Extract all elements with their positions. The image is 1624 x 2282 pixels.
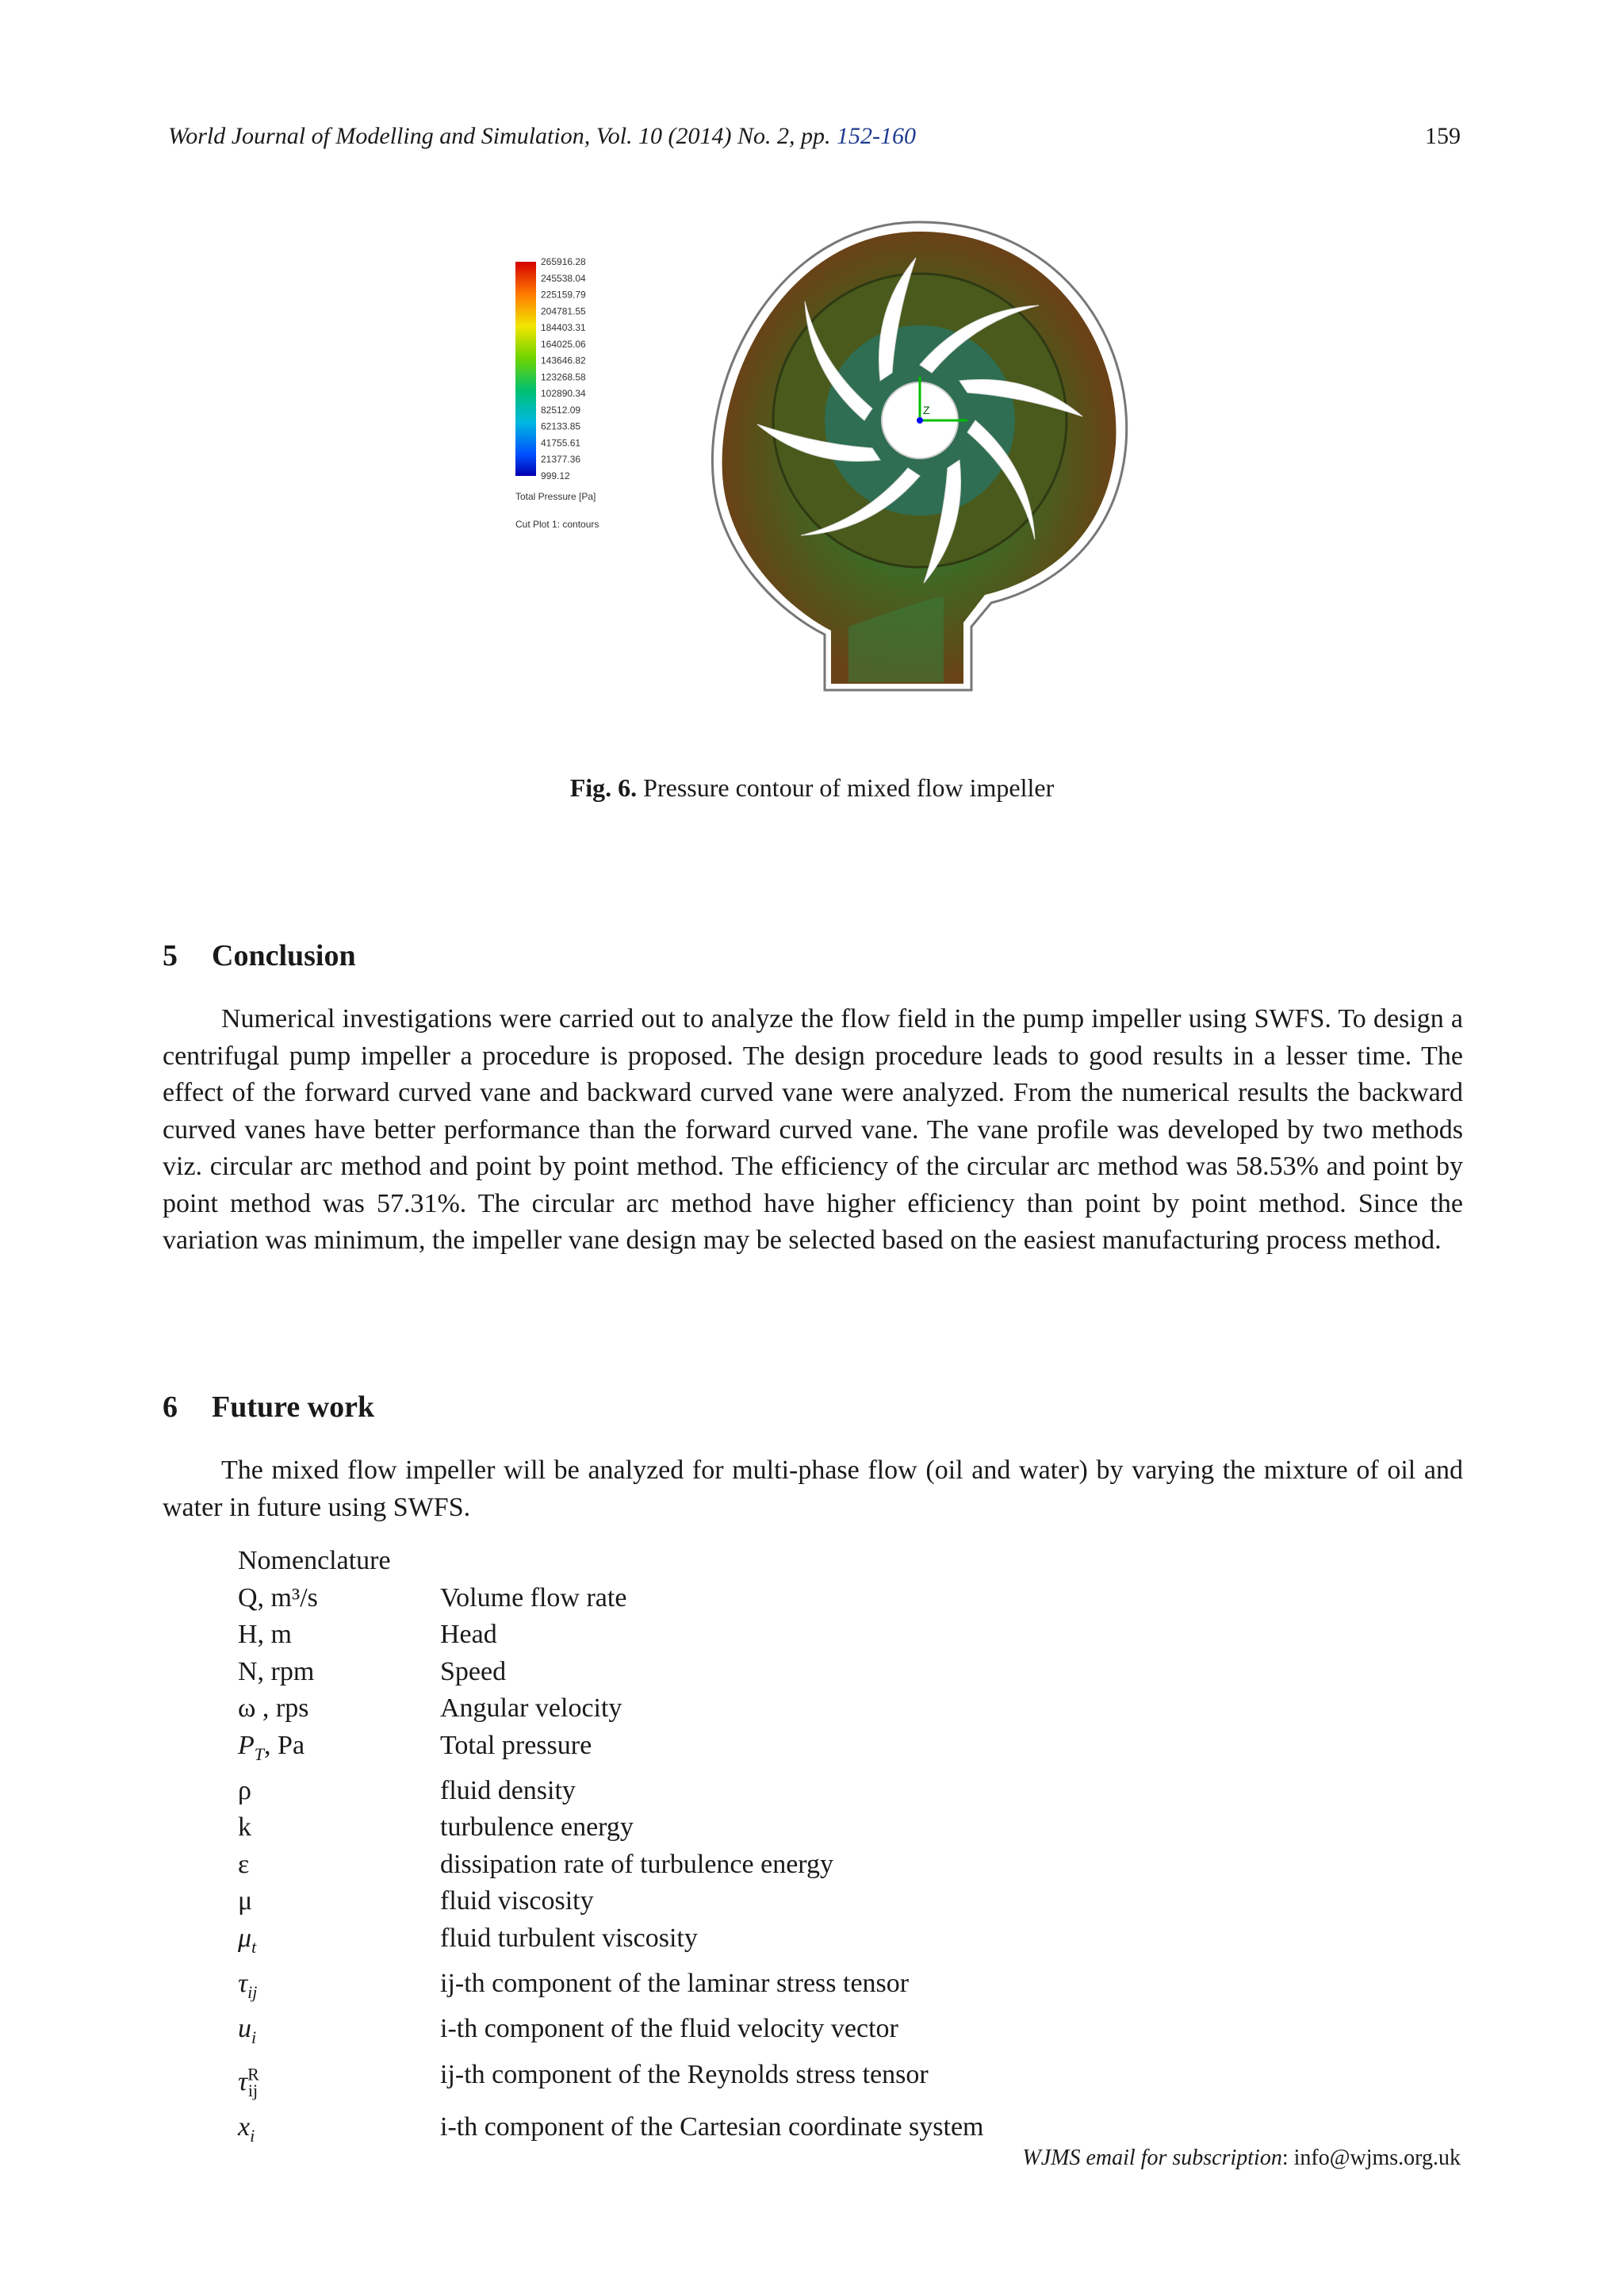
nomenclature-symbol: $\mu_t$ [238, 1923, 257, 1957]
nomenclature-rows [238, 1580, 983, 2155]
footer: WJMS email for subscription: info@wjms.org.uk [1022, 2146, 1461, 2170]
nomenclature-symbol: ε [238, 1849, 250, 1879]
nomenclature-description: Total pressure [440, 1730, 592, 1760]
nomenclature-row [238, 1580, 983, 1617]
page-number: 159 [1425, 123, 1461, 149]
section-number: 5 [163, 939, 178, 972]
page-range-link[interactable]: 152-160 [837, 123, 917, 149]
legend-value-label: 225159.79 [541, 289, 586, 301]
legend-value-label: 184403.31 [541, 322, 586, 334]
figure-caption-label: Fig. 6. [569, 773, 638, 802]
nomenclature-symbol: ρ [238, 1775, 251, 1805]
nomenclature-description: ij-th component of the Reynolds stress tensor [440, 2059, 929, 2089]
legend-value-label: 999.12 [541, 470, 570, 481]
nomenclature-symbol: μ [238, 1886, 253, 1916]
legend-value-label: 41755.61 [541, 437, 581, 449]
nomenclature-row [238, 1883, 983, 1920]
section-title: Future work [212, 1390, 375, 1424]
running-head [168, 123, 1461, 150]
section-heading-conclusion [163, 938, 356, 973]
nomenclature-row [238, 1728, 983, 1773]
cut-plot-label: Cut Plot 1: contours [515, 519, 599, 530]
nomenclature-symbol: $u_i$ [238, 2014, 257, 2048]
nomenclature-description: Volume flow rate [440, 1582, 627, 1613]
nomenclature-row [238, 1654, 983, 1691]
nomenclature-row [238, 2109, 983, 2154]
legend-value-label: 123268.58 [541, 371, 586, 383]
footer-email[interactable]: info@wjms.org.uk [1293, 2146, 1461, 2170]
nomenclature-row [238, 2057, 983, 2110]
legend-value-label: 82512.09 [541, 404, 581, 416]
nomenclature-row [238, 1809, 983, 1847]
nomenclature-description: ij-th component of the laminar stress tensor [440, 1969, 910, 1999]
legend-value-label: 265916.28 [541, 256, 586, 267]
axis-z-label: Z [923, 404, 930, 416]
pressure-contour-plot [500, 206, 1150, 722]
figure-caption-text: Pressure contour of mixed flow impeller [643, 773, 1055, 802]
nomenclature-table [238, 1543, 983, 2155]
nomenclature-row [238, 1617, 983, 1654]
nomenclature-description: fluid viscosity [440, 1886, 594, 1916]
nomenclature-symbol: $P_T$, Pa [238, 1730, 305, 1764]
legend-color-bar [515, 262, 536, 476]
nomenclature-description: dissipation rate of turbulence energy [440, 1849, 833, 1879]
nomenclature-row [238, 1920, 983, 1966]
nomenclature-title: Nomenclature [238, 1546, 391, 1575]
legend-value-label: 21377.36 [541, 454, 581, 466]
section-number: 6 [163, 1390, 178, 1424]
legend-value-label: 245538.04 [541, 272, 586, 284]
nomenclature-symbol: N, rpm [238, 1656, 315, 1686]
legend-value-label: 164025.06 [541, 338, 586, 350]
nomenclature-description: fluid turbulent viscosity [440, 1923, 698, 1953]
nomenclature-symbol: H, m [238, 1620, 292, 1649]
nomenclature-symbol: $\tau^R_{ij}$ [238, 2064, 259, 2100]
figure-caption [0, 773, 1624, 803]
journal-citation: World Journal of Modelling and Simulation, Vol. 10 (2014) No. 2, pp. 152-160 [168, 123, 917, 149]
nomenclature-description: Speed [440, 1656, 507, 1686]
pressure-contour-figure [500, 206, 1150, 722]
nomenclature-description: Angular velocity [440, 1693, 622, 1723]
nomenclature-row [238, 1847, 983, 1884]
legend-value-label: 204781.55 [541, 305, 586, 317]
nomenclature-row [238, 2011, 983, 2056]
legend-value-label: 143646.82 [541, 355, 586, 366]
nomenclature-symbol: Q, m³/s [238, 1582, 318, 1613]
nomenclature-description: i-th component of the Cartesian coordinate system [440, 2112, 984, 2142]
legend-value-label: 62133.85 [541, 420, 581, 432]
nomenclature-row [238, 1966, 983, 2011]
nomenclature-description: turbulence energy [440, 1812, 634, 1843]
nomenclature-symbol: ω , rps [238, 1693, 309, 1723]
nomenclature-row [238, 1690, 983, 1728]
section-title: Conclusion [212, 939, 356, 972]
nomenclature-symbol: $x_i$ [238, 2112, 255, 2146]
nomenclature-description: fluid density [440, 1775, 576, 1805]
nomenclature-symbol: $\tau_{ij}$ [238, 1969, 258, 2002]
nomenclature-description: i-th component of the fluid velocity vector [440, 2014, 898, 2044]
future-work-paragraph: The mixed flow impeller will be analyzed for multi-phase flow (oil and water) by varying the mixture of oil and water in future using SWFS. [163, 1455, 1463, 1522]
legend-value-label: 102890.34 [541, 388, 586, 400]
nomenclature-row [238, 1773, 983, 1810]
conclusion-paragraph: Numerical investigations were carried out to analyze the flow field in the pump impeller using SWFS. To design a centrifugal pump impeller a procedure is proposed. The design procedure leads to good results in a lesser time. The effect of the forward curved vane and backward curved vane were analyzed. From the numerical results the backward curved vanes have better performance than the forward curved vane. The vane profile was developed by two methods viz. circular arc method and point by point method. The efficiency of the circular arc method was 58.53% and point by point method was 57.31%. The circular arc method have higher efficiency than point by point method. Since the variation was minimum, the impeller vane design may be selected based on the easiest manufacturing process method. [163, 1004, 1463, 1255]
section-heading-future-work [163, 1390, 374, 1425]
footer-label: WJMS email for subscription [1022, 2146, 1282, 2170]
nomenclature-description: Head [440, 1620, 497, 1649]
legend-title: Total Pressure [Pa] [515, 491, 596, 502]
legend-labels [541, 256, 586, 481]
axis-origin [917, 417, 923, 424]
nomenclature-symbol: k [238, 1812, 251, 1843]
